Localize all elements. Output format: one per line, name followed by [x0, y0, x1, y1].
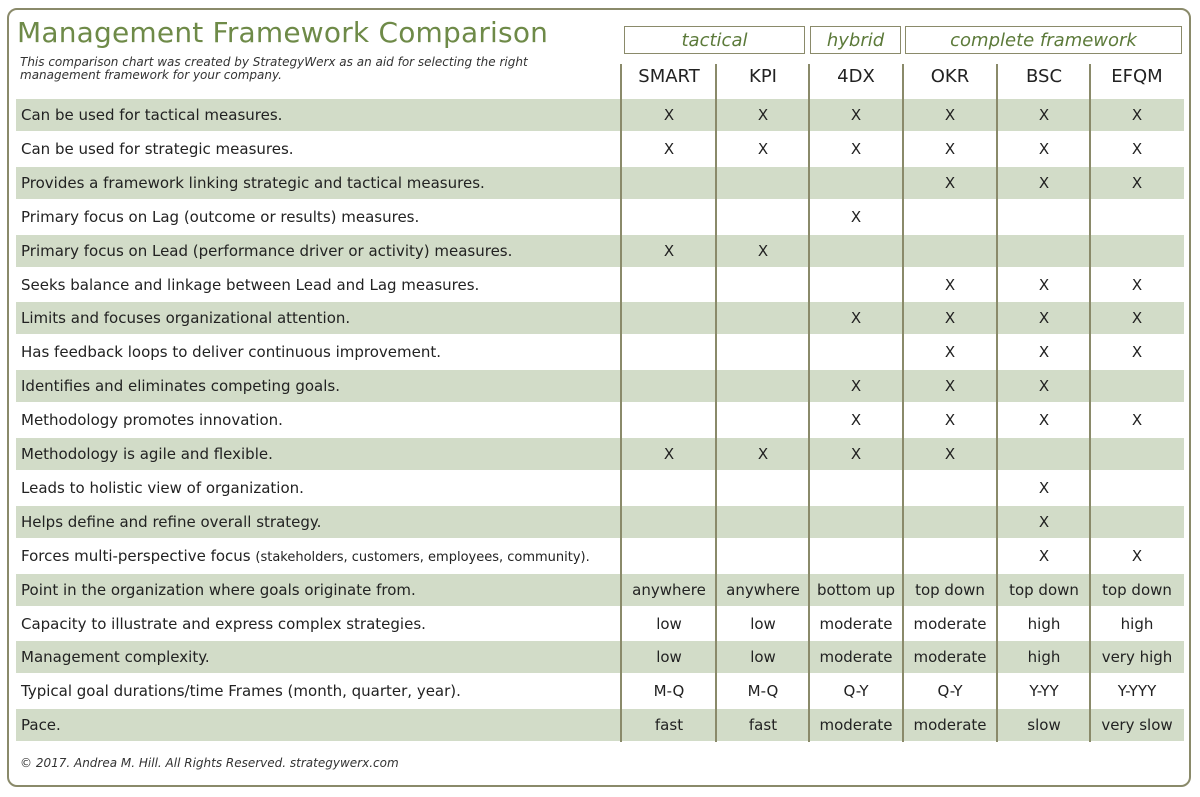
row-label-text: Can be used for strategic measures.	[21, 139, 294, 158]
cell-kpi: X	[757, 106, 769, 124]
cell-kpi	[716, 370, 810, 402]
copyright-footer: © 2017. Andrea M. Hill. All Rights Reserved. strategywerx.com	[20, 756, 399, 770]
cell-kpi	[716, 404, 810, 436]
row-label	[21, 99, 282, 131]
row-label	[21, 235, 512, 267]
group-hybrid: hybrid	[810, 26, 901, 54]
row-label-text: Typical goal durations/time Frames (month, quarter, year).	[21, 682, 461, 701]
cell-bsc: top down	[1009, 580, 1079, 599]
cell-okr: moderate	[913, 716, 987, 735]
cell-smart: X	[663, 445, 675, 463]
column-header-bsc: BSC	[1025, 66, 1063, 87]
cell-efqm	[1090, 506, 1184, 538]
cell-kpi	[716, 472, 810, 504]
row-label-text: Provides a framework linking strategic and tactical measures.	[21, 173, 485, 192]
cell-kpi: X	[757, 241, 769, 260]
cell-okr: X	[944, 445, 956, 463]
row-label	[21, 370, 340, 402]
row-label-text: Leads to holistic view of organization.	[21, 478, 304, 497]
cell-efqm	[1090, 201, 1184, 233]
row-label-text: Primary focus on Lead (performance driver or activity) measures.	[21, 241, 513, 260]
cell-kpi	[716, 201, 810, 233]
cell-4dx: X	[850, 445, 862, 463]
row-label	[21, 506, 321, 538]
cell-smart	[622, 540, 716, 572]
table-row	[16, 99, 1184, 131]
row-label	[21, 201, 419, 233]
table-row	[16, 336, 1184, 368]
cell-bsc: X	[1038, 512, 1050, 531]
row-label	[21, 133, 294, 165]
cell-smart: X	[663, 106, 675, 124]
row-label	[21, 608, 426, 640]
cell-smart	[622, 472, 716, 504]
cell-okr	[903, 472, 997, 504]
row-label	[21, 167, 485, 199]
row-label-text: Helps define and refine overall strategy.	[21, 512, 322, 531]
cell-okr: X	[944, 411, 956, 430]
cell-4dx: X	[850, 207, 862, 226]
cell-4dx: bottom up	[816, 580, 896, 599]
column-header-kpi: KPI	[749, 66, 777, 87]
cell-efqm: X	[1131, 309, 1143, 328]
table-row	[16, 540, 1184, 572]
cell-bsc: X	[1038, 377, 1050, 396]
cell-4dx: X	[850, 411, 862, 430]
cell-4dx	[809, 540, 903, 572]
cell-smart: anywhere	[632, 580, 706, 599]
cell-efqm: X	[1131, 343, 1143, 362]
cell-bsc: X	[1038, 546, 1050, 565]
cell-kpi: X	[757, 139, 769, 158]
cell-efqm	[1090, 472, 1184, 504]
column-header-efqm: EFQM	[1111, 66, 1163, 87]
table-row	[16, 269, 1184, 301]
cell-bsc	[997, 235, 1091, 267]
cell-okr: moderate	[913, 614, 987, 633]
cell-smart: low	[656, 648, 682, 667]
row-label	[21, 540, 590, 572]
table-row	[16, 709, 1184, 741]
cell-4dx: X	[850, 309, 862, 328]
cell-4dx: X	[850, 106, 862, 124]
column-divider	[902, 64, 904, 742]
cell-efqm	[1090, 370, 1184, 402]
column-divider	[996, 64, 998, 742]
cell-smart: X	[663, 241, 675, 260]
table-row	[16, 472, 1184, 504]
cell-smart	[622, 506, 716, 538]
cell-4dx	[809, 506, 903, 538]
column-header-smart: SMART	[638, 66, 700, 87]
table-row	[16, 302, 1184, 334]
cell-efqm: X	[1131, 546, 1143, 565]
column-header-okr: OKR	[930, 66, 970, 87]
cell-smart	[622, 404, 716, 436]
cell-efqm: X	[1131, 106, 1143, 124]
cell-4dx: Q-Y	[843, 682, 869, 701]
cell-kpi	[716, 302, 810, 334]
cell-bsc: X	[1038, 343, 1050, 362]
row-label	[21, 472, 304, 504]
cell-bsc: X	[1038, 411, 1050, 430]
row-label-text: Point in the organization where goals originate from.	[21, 580, 416, 599]
cell-kpi	[716, 269, 810, 301]
cell-smart	[622, 201, 716, 233]
cell-okr: X	[944, 173, 956, 192]
group-tactical: tactical	[624, 26, 805, 54]
row-label-text: Primary focus on Lag (outcome or results) measures.	[21, 207, 420, 226]
cell-okr: X	[944, 106, 956, 124]
cell-efqm: X	[1131, 139, 1143, 158]
row-label	[21, 641, 210, 673]
row-label-text: Limits and focuses organizational attention.	[21, 309, 351, 328]
table-row	[16, 235, 1184, 267]
cell-4dx	[809, 167, 903, 199]
row-label-text: Methodology promotes innovation.	[21, 411, 283, 430]
cell-efqm: X	[1131, 173, 1143, 192]
row-label-text: Seeks balance and linkage between Lead and Lag measures.	[21, 275, 480, 294]
cell-efqm: very slow	[1101, 716, 1173, 735]
cell-bsc: X	[1038, 478, 1050, 497]
row-label	[21, 574, 416, 606]
cell-bsc: X	[1038, 173, 1050, 192]
cell-okr: X	[944, 139, 956, 158]
row-label-text: Can be used for tactical measures.	[21, 106, 283, 124]
cell-4dx	[809, 472, 903, 504]
cell-4dx: X	[850, 377, 862, 396]
cell-okr	[903, 235, 997, 267]
cell-kpi	[716, 506, 810, 538]
column-divider	[808, 64, 810, 742]
cell-4dx: moderate	[819, 716, 893, 735]
cell-bsc	[997, 201, 1091, 233]
row-label	[21, 404, 283, 436]
cell-okr: X	[944, 309, 956, 328]
cell-kpi	[716, 540, 810, 572]
cell-bsc: high	[1027, 648, 1061, 667]
row-label-text: Capacity to illustrate and express complex strategies.	[21, 614, 426, 633]
column-divider	[620, 64, 622, 742]
row-label	[21, 269, 479, 301]
table-row	[16, 675, 1184, 707]
cell-smart	[622, 167, 716, 199]
table-row	[16, 167, 1184, 199]
row-label	[21, 675, 461, 707]
row-label-text: Has feedback loops to deliver continuous improvement.	[21, 343, 441, 362]
cell-kpi: fast	[748, 716, 778, 735]
cell-kpi: low	[750, 648, 776, 667]
cell-okr: top down	[915, 580, 985, 599]
cell-smart	[622, 336, 716, 368]
cell-4dx	[809, 269, 903, 301]
row-label-text: Management complexity.	[21, 648, 210, 667]
cell-smart: low	[656, 614, 682, 633]
table-row	[16, 438, 1184, 470]
cell-kpi: anywhere	[726, 580, 800, 599]
cell-efqm: top down	[1102, 580, 1172, 599]
column-divider	[1089, 64, 1091, 742]
table-row	[16, 201, 1184, 233]
cell-efqm: Y-YYY	[1117, 682, 1157, 701]
row-label	[21, 302, 350, 334]
cell-kpi: X	[757, 445, 769, 463]
cell-efqm: X	[1131, 275, 1143, 294]
cell-bsc: X	[1038, 275, 1050, 294]
cell-bsc: X	[1038, 106, 1050, 124]
cell-efqm: X	[1131, 411, 1143, 430]
cell-kpi: M-Q	[747, 682, 779, 701]
cell-smart: M-Q	[653, 682, 685, 701]
row-label	[21, 336, 441, 368]
cell-bsc: Y-YY	[1029, 682, 1059, 701]
cell-4dx: moderate	[819, 648, 893, 667]
table-row	[16, 608, 1184, 640]
page-title: Management Framework Comparison	[17, 16, 549, 49]
row-label-text: Forces multi-perspective focus	[21, 546, 251, 565]
row-label-text: Methodology is agile and flexible.	[21, 445, 273, 463]
row-label-text: Pace.	[21, 716, 61, 735]
group-complete-framework: complete framework	[905, 26, 1182, 54]
cell-okr	[903, 506, 997, 538]
cell-4dx	[809, 235, 903, 267]
row-label-note: (stakeholders, customers, employees, community).	[255, 549, 590, 565]
cell-okr: X	[944, 377, 956, 396]
cell-efqm	[1090, 235, 1184, 267]
cell-smart	[622, 302, 716, 334]
table-row	[16, 133, 1184, 165]
cell-efqm	[1090, 438, 1184, 470]
cell-kpi: low	[750, 614, 776, 633]
cell-okr: moderate	[913, 648, 987, 667]
cell-kpi	[716, 336, 810, 368]
cell-smart: fast	[654, 716, 684, 735]
cell-bsc: slow	[1027, 716, 1061, 735]
cell-okr: X	[944, 275, 956, 294]
cell-efqm: very high	[1101, 648, 1173, 667]
cell-okr: X	[944, 343, 956, 362]
table-row	[16, 641, 1184, 673]
cell-okr	[903, 540, 997, 572]
cell-efqm: high	[1120, 614, 1154, 633]
cell-4dx: moderate	[819, 614, 893, 633]
cell-bsc: high	[1027, 614, 1061, 633]
cell-4dx	[809, 336, 903, 368]
cell-bsc: X	[1038, 139, 1050, 158]
row-label	[21, 709, 61, 741]
cell-smart: X	[663, 139, 675, 158]
cell-smart	[622, 269, 716, 301]
table-row	[16, 404, 1184, 436]
cell-smart	[622, 370, 716, 402]
cell-bsc	[997, 438, 1091, 470]
table-row	[16, 574, 1184, 606]
row-label	[21, 438, 273, 470]
table-row	[16, 370, 1184, 402]
cell-4dx: X	[850, 139, 862, 158]
column-header-4dx: 4DX	[837, 66, 875, 87]
cell-okr: Q-Y	[937, 682, 963, 701]
subtitle: This comparison chart was created by StrategyWerx as an aid for selecting the right management framework for your company.	[20, 55, 528, 82]
row-label-text: Identifies and eliminates competing goals.	[21, 377, 340, 396]
cell-okr	[903, 201, 997, 233]
table-row	[16, 506, 1184, 538]
column-divider	[715, 64, 717, 742]
cell-kpi	[716, 167, 810, 199]
cell-bsc: X	[1038, 309, 1050, 328]
